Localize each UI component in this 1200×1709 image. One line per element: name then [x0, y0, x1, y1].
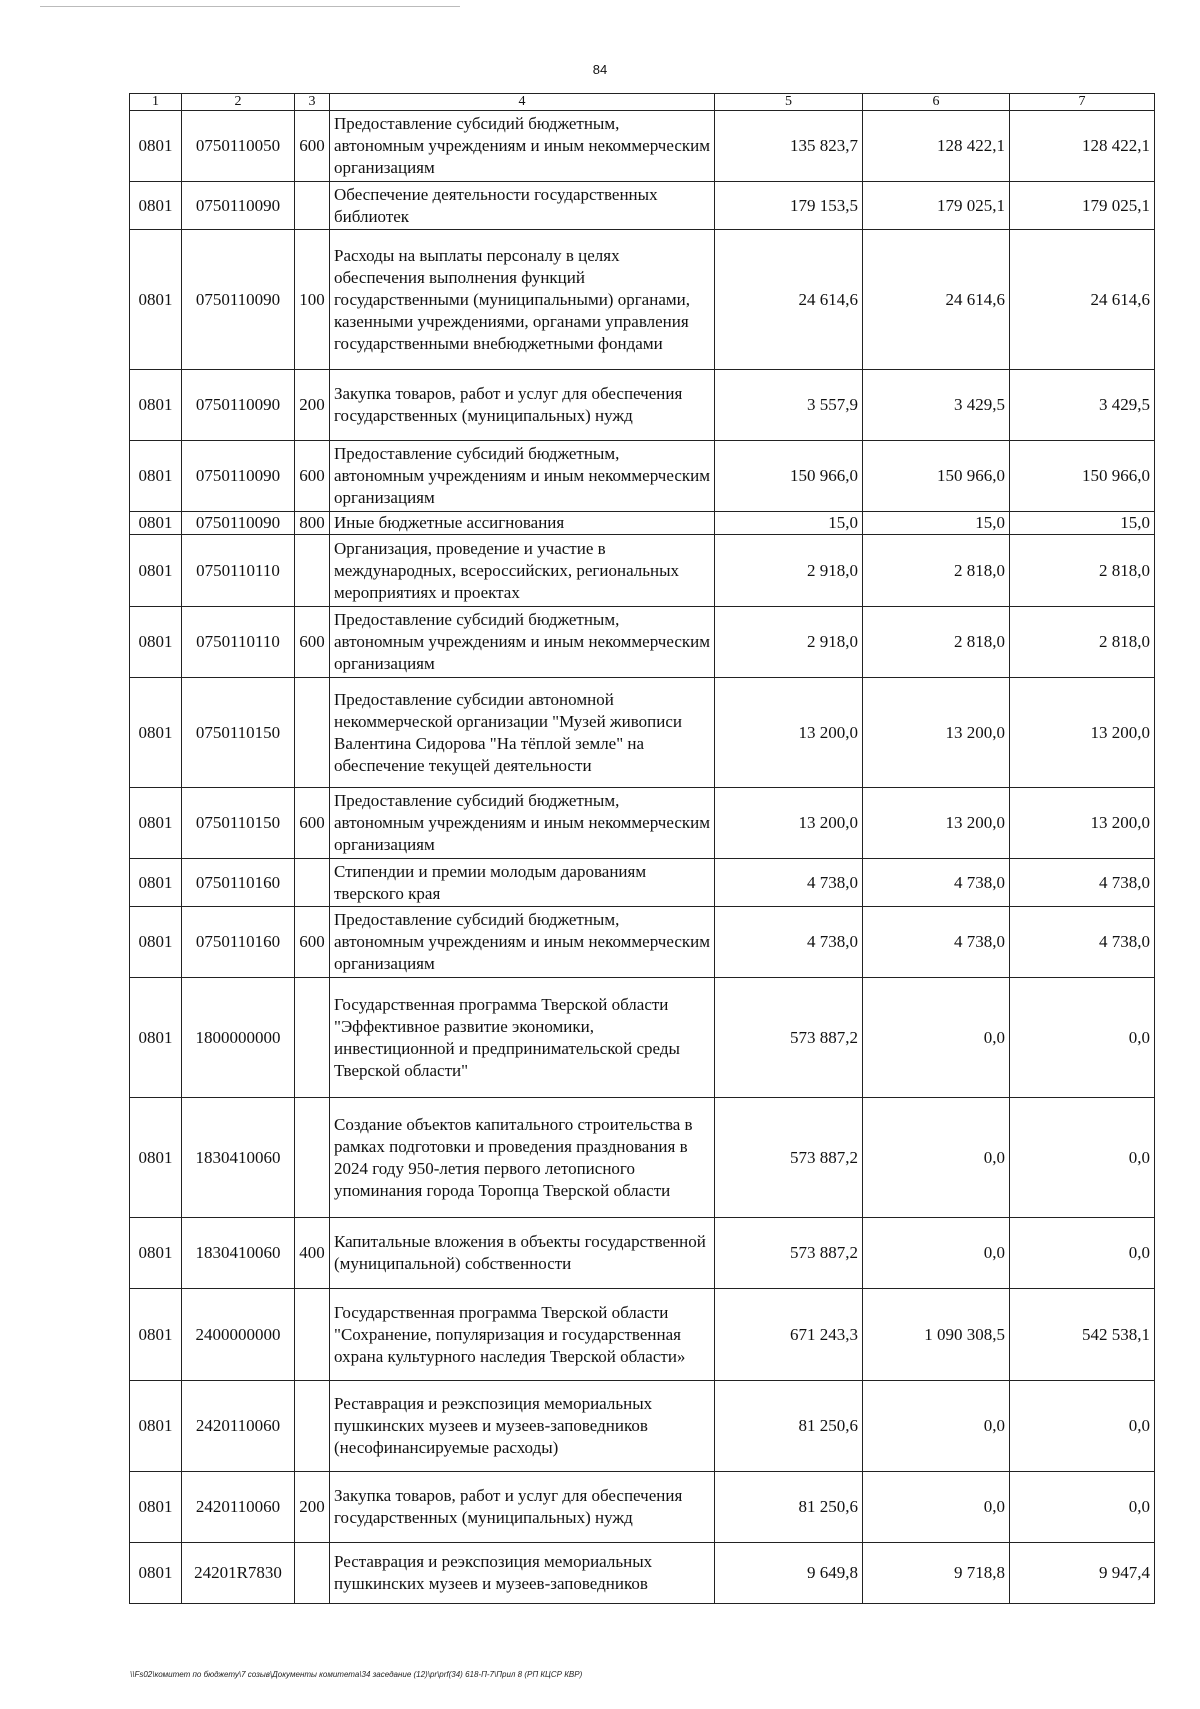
row-value-col6: 0,0: [863, 1218, 1010, 1289]
row-value-col6: 0,0: [863, 1098, 1010, 1218]
row-target-code: 1800000000: [182, 978, 295, 1098]
row-target-code: 2420110060: [182, 1472, 295, 1543]
row-value-col6: 0,0: [863, 1472, 1010, 1543]
row-value-col5: 9 649,8: [715, 1543, 863, 1604]
row-value-col5: 13 200,0: [715, 678, 863, 788]
table-row: [130, 1218, 1155, 1289]
row-section-code: 0801: [130, 441, 182, 512]
row-description: Закупка товаров, работ и услуг для обеспечения государственных (муниципальных) нужд: [330, 370, 715, 441]
row-value-col6: 150 966,0: [863, 441, 1010, 512]
row-target-code: 0750110160: [182, 859, 295, 907]
row-value-col7: 2 818,0: [1010, 535, 1155, 607]
row-description: Предоставление субсидий бюджетным, автономным учреждениям и иным некоммерческим организациям: [330, 441, 715, 512]
row-value-col6: 0,0: [863, 978, 1010, 1098]
row-section-code: 0801: [130, 1218, 182, 1289]
row-section-code: 0801: [130, 978, 182, 1098]
row-target-code: 0750110050: [182, 111, 295, 182]
row-value-col6: 15,0: [863, 512, 1010, 535]
row-target-code: 0750110090: [182, 230, 295, 370]
row-description: Предоставление субсидий бюджетным, автономным учреждениям и иным некоммерческим организациям: [330, 607, 715, 678]
table-row: [130, 607, 1155, 678]
row-expense-type: 600: [295, 441, 330, 512]
row-value-col5: 135 823,7: [715, 111, 863, 182]
row-value-col7: 13 200,0: [1010, 678, 1155, 788]
row-value-col7: 179 025,1: [1010, 182, 1155, 230]
row-expense-type: [295, 1543, 330, 1604]
row-expense-type: 600: [295, 607, 330, 678]
row-value-col6: 2 818,0: [863, 607, 1010, 678]
budget-table: [129, 93, 1155, 1604]
table-row: [130, 1543, 1155, 1604]
row-value-col6: 0,0: [863, 1381, 1010, 1472]
row-value-col7: 0,0: [1010, 978, 1155, 1098]
row-expense-type: [295, 678, 330, 788]
row-target-code: 0750110090: [182, 441, 295, 512]
row-value-col7: 4 738,0: [1010, 859, 1155, 907]
row-value-col7: 9 947,4: [1010, 1543, 1155, 1604]
row-value-col5: 573 887,2: [715, 978, 863, 1098]
row-description: Создание объектов капитального строительства в рамках подготовки и проведения празднования в 2024 году 950-летия первого летописного упоминания города Торопца Тверской области: [330, 1098, 715, 1218]
row-value-col5: 81 250,6: [715, 1381, 863, 1472]
row-value-col6: 3 429,5: [863, 370, 1010, 441]
row-expense-type: [295, 1098, 330, 1218]
table-row: [130, 788, 1155, 859]
row-expense-type: 400: [295, 1218, 330, 1289]
row-description: Закупка товаров, работ и услуг для обеспечения государственных (муниципальных) нужд: [330, 1472, 715, 1543]
table-row: [130, 978, 1155, 1098]
column-header: 3: [295, 94, 330, 111]
row-description: Расходы на выплаты персоналу в целях обеспечения выполнения функций государственными (муниципальными) органами, казенными учреждениями, органами управления государственными внебюджетными фондами: [330, 230, 715, 370]
row-value-col7: 0,0: [1010, 1098, 1155, 1218]
row-expense-type: 200: [295, 370, 330, 441]
row-value-col7: 2 818,0: [1010, 607, 1155, 678]
row-expense-type: [295, 535, 330, 607]
row-target-code: 0750110110: [182, 607, 295, 678]
row-value-col5: 2 918,0: [715, 607, 863, 678]
column-header-row: [130, 94, 1155, 111]
row-section-code: 0801: [130, 859, 182, 907]
row-description: Капитальные вложения в объекты государственной (муниципальной) собственности: [330, 1218, 715, 1289]
row-description: Предоставление субсидий бюджетным, автономным учреждениям и иным некоммерческим организациям: [330, 111, 715, 182]
row-section-code: 0801: [130, 512, 182, 535]
row-value-col5: 671 243,3: [715, 1289, 863, 1381]
row-value-col6: 4 738,0: [863, 859, 1010, 907]
row-description: Предоставление субсидий бюджетным, автономным учреждениям и иным некоммерческим организациям: [330, 788, 715, 859]
row-value-col7: 3 429,5: [1010, 370, 1155, 441]
row-description: Реставрация и реэкспозиция мемориальных пушкинских музеев и музеев-заповедников (несофинансируемые расходы): [330, 1381, 715, 1472]
row-expense-type: 800: [295, 512, 330, 535]
row-description: Стипендии и премии молодым дарованиям тверского края: [330, 859, 715, 907]
row-expense-type: 600: [295, 907, 330, 978]
row-value-col5: 4 738,0: [715, 907, 863, 978]
row-value-col6: 1 090 308,5: [863, 1289, 1010, 1381]
row-expense-type: [295, 978, 330, 1098]
row-value-col7: 0,0: [1010, 1218, 1155, 1289]
row-value-col6: 13 200,0: [863, 788, 1010, 859]
row-target-code: 0750110090: [182, 370, 295, 441]
row-target-code: 0750110150: [182, 788, 295, 859]
column-header: 7: [1010, 94, 1155, 111]
row-value-col7: 150 966,0: [1010, 441, 1155, 512]
row-value-col6: 128 422,1: [863, 111, 1010, 182]
row-description: Государственная программа Тверской области "Сохранение, популяризация и государственная охрана культурного наследия Тверской области»: [330, 1289, 715, 1381]
scan-artifact-line: [40, 6, 460, 7]
column-header: 5: [715, 94, 863, 111]
row-section-code: 0801: [130, 182, 182, 230]
row-description: Предоставление субсидии автономной некоммерческой организации "Музей живописи Валентина Сидорова "На тёплой земле" на обеспечение текущей деятельности: [330, 678, 715, 788]
row-target-code: 1830410060: [182, 1218, 295, 1289]
row-target-code: 2400000000: [182, 1289, 295, 1381]
row-expense-type: 100: [295, 230, 330, 370]
table-row: [130, 859, 1155, 907]
row-value-col6: 4 738,0: [863, 907, 1010, 978]
table-row: [130, 512, 1155, 535]
table-row: [130, 370, 1155, 441]
row-expense-type: [295, 182, 330, 230]
row-value-col5: 573 887,2: [715, 1218, 863, 1289]
row-value-col7: 0,0: [1010, 1381, 1155, 1472]
row-description: Предоставление субсидий бюджетным, автономным учреждениям и иным некоммерческим организациям: [330, 907, 715, 978]
row-target-code: 0750110090: [182, 512, 295, 535]
row-value-col7: 0,0: [1010, 1472, 1155, 1543]
table-row: [130, 1472, 1155, 1543]
row-expense-type: [295, 859, 330, 907]
row-value-col6: 13 200,0: [863, 678, 1010, 788]
row-value-col6: 2 818,0: [863, 535, 1010, 607]
row-section-code: 0801: [130, 230, 182, 370]
row-section-code: 0801: [130, 1098, 182, 1218]
row-target-code: 0750110150: [182, 678, 295, 788]
row-description: Организация, проведение и участие в международных, всероссийских, региональных мероприятиях и проектах: [330, 535, 715, 607]
row-section-code: 0801: [130, 1472, 182, 1543]
column-header: 2: [182, 94, 295, 111]
row-value-col7: 542 538,1: [1010, 1289, 1155, 1381]
row-value-col5: 179 153,5: [715, 182, 863, 230]
table-row: [130, 907, 1155, 978]
row-expense-type: [295, 1289, 330, 1381]
table-row: [130, 441, 1155, 512]
row-section-code: 0801: [130, 1289, 182, 1381]
row-value-col7: 15,0: [1010, 512, 1155, 535]
row-value-col5: 4 738,0: [715, 859, 863, 907]
row-section-code: 0801: [130, 111, 182, 182]
row-target-code: 2420110060: [182, 1381, 295, 1472]
row-value-col7: 24 614,6: [1010, 230, 1155, 370]
row-value-col6: 24 614,6: [863, 230, 1010, 370]
row-section-code: 0801: [130, 370, 182, 441]
page-number: 84: [592, 62, 608, 77]
row-value-col5: 24 614,6: [715, 230, 863, 370]
row-value-col7: 128 422,1: [1010, 111, 1155, 182]
column-header: 1: [130, 94, 182, 111]
table-row: [130, 230, 1155, 370]
row-section-code: 0801: [130, 788, 182, 859]
row-expense-type: 200: [295, 1472, 330, 1543]
row-target-code: 24201R7830: [182, 1543, 295, 1604]
table-row: [130, 1381, 1155, 1472]
row-description: Иные бюджетные ассигнования: [330, 512, 715, 535]
row-target-code: 0750110160: [182, 907, 295, 978]
row-section-code: 0801: [130, 535, 182, 607]
footer-file-path: \\Fs02\комитет по бюджету\7 созыв\Документы комитета\34 заседание (12)\pr\prf(34) 618-П-7\Прил 8 (РП КЦСР КВР): [130, 1670, 583, 1679]
row-description: Обеспечение деятельности государственных библиотек: [330, 182, 715, 230]
row-expense-type: [295, 1381, 330, 1472]
row-value-col5: 150 966,0: [715, 441, 863, 512]
row-value-col5: 573 887,2: [715, 1098, 863, 1218]
column-header: 4: [330, 94, 715, 111]
row-value-col6: 179 025,1: [863, 182, 1010, 230]
row-section-code: 0801: [130, 607, 182, 678]
row-target-code: 0750110110: [182, 535, 295, 607]
table-row: [130, 678, 1155, 788]
row-section-code: 0801: [130, 1381, 182, 1472]
row-target-code: 0750110090: [182, 182, 295, 230]
table-row: [130, 182, 1155, 230]
table-row: [130, 535, 1155, 607]
row-section-code: 0801: [130, 1543, 182, 1604]
row-description: Реставрация и реэкспозиция мемориальных пушкинских музеев и музеев-заповедников: [330, 1543, 715, 1604]
row-value-col5: 15,0: [715, 512, 863, 535]
row-description: Государственная программа Тверской области "Эффективное развитие экономики, инвестиционной и предпринимательской среды Тверской области": [330, 978, 715, 1098]
column-header: 6: [863, 94, 1010, 111]
row-expense-type: 600: [295, 788, 330, 859]
table-row: [130, 1098, 1155, 1218]
row-target-code: 1830410060: [182, 1098, 295, 1218]
row-section-code: 0801: [130, 678, 182, 788]
table-row: [130, 1289, 1155, 1381]
row-value-col5: 81 250,6: [715, 1472, 863, 1543]
row-value-col7: 4 738,0: [1010, 907, 1155, 978]
row-expense-type: 600: [295, 111, 330, 182]
row-value-col5: 3 557,9: [715, 370, 863, 441]
row-value-col5: 13 200,0: [715, 788, 863, 859]
row-section-code: 0801: [130, 907, 182, 978]
row-value-col7: 13 200,0: [1010, 788, 1155, 859]
row-value-col6: 9 718,8: [863, 1543, 1010, 1604]
row-value-col5: 2 918,0: [715, 535, 863, 607]
table-row: [130, 111, 1155, 182]
